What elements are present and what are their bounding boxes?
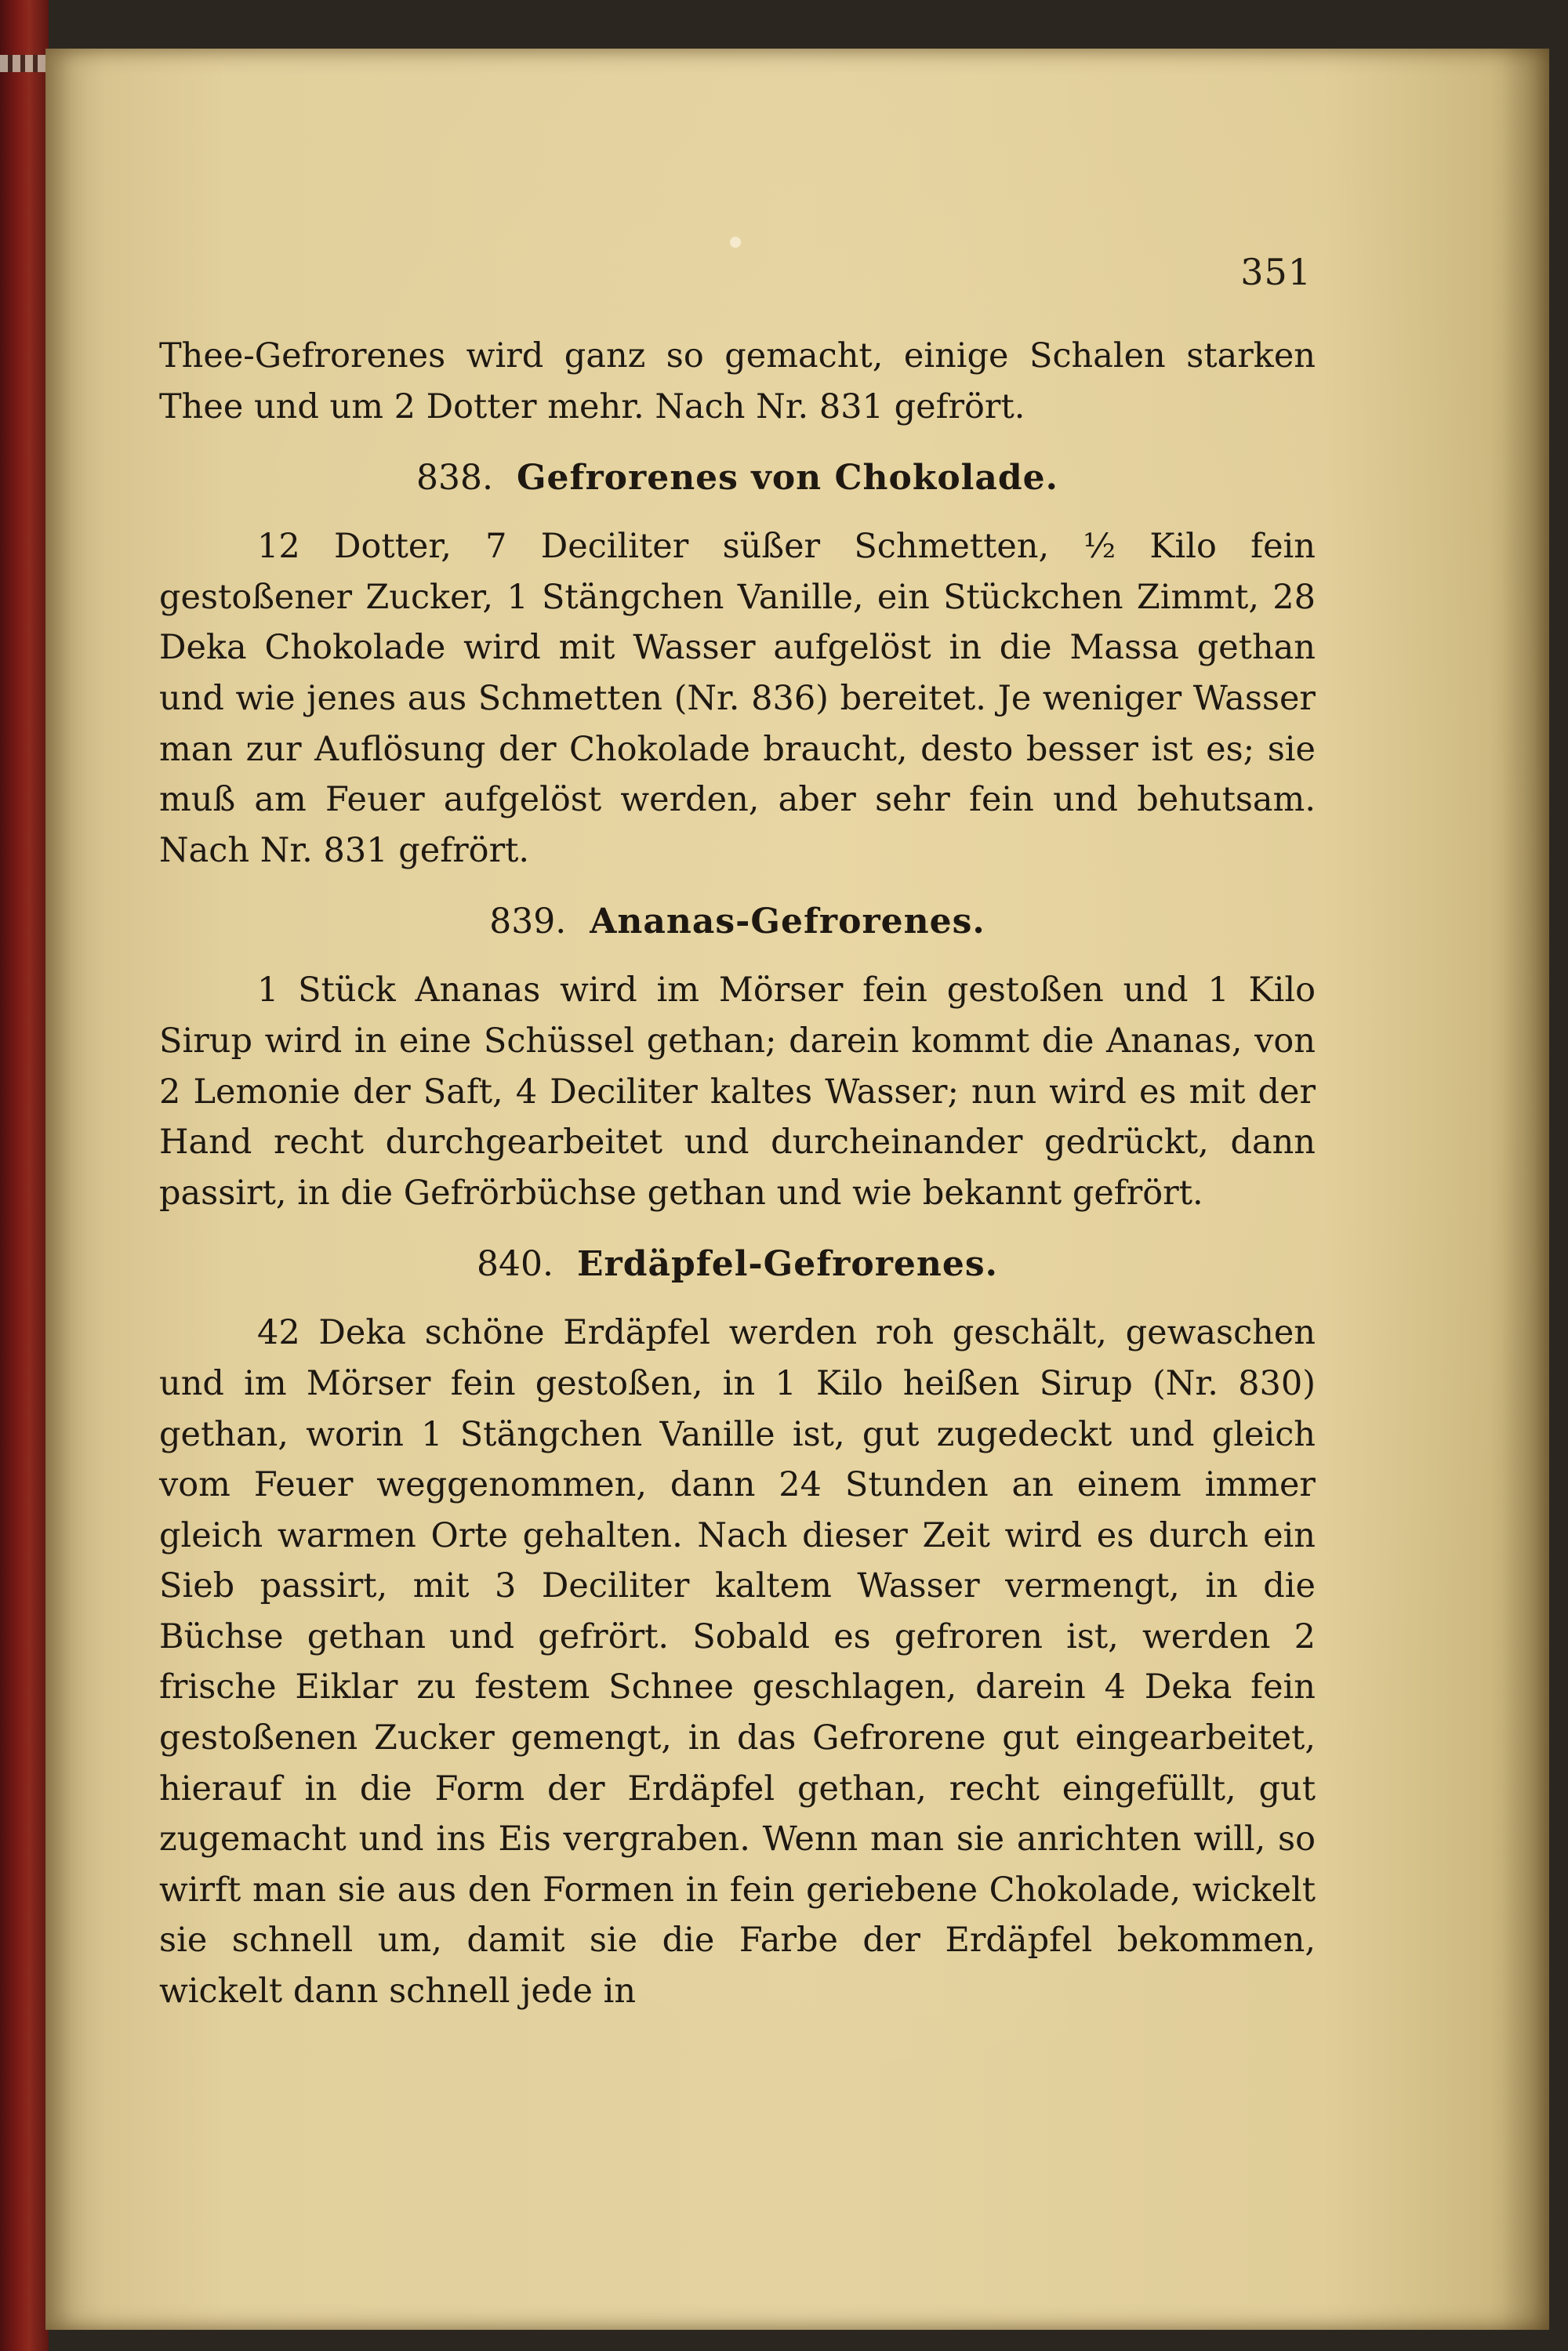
recipe-body-840: 42 Deka schöne Erdäpfel werden roh geschält, gewaschen und im Mörser fein gestoßen, in 1 Kilo heißen Sirup (Nr. 830) gethan, worin 1 Stängchen Vanille ist, gut zugedeckt und gleich vom Feuer weggenommen, dann 24 Stunden an einem immer gleich warmen Orte gehalten. Nach dieser Zeit wird es durch ein Sieb passirt, mit 3 Deciliter kaltem Wasser vermengt, in die Büchse gethan und gefrört. Sobald es gefroren ist, werden 2 frische Eiklar zu festem Schnee geschlagen, darein 4 Deka fein gestoßenen Zucker gemengt, in das Gefrorene gut eingearbeitet, hierauf in die Form der Erdäpfel gethan, recht eingefüllt, gut zugemacht und ins Eis vergraben. Wenn man sie anrichten will, so wirft man sie aus den Formen in fein geriebene Chokolade, wickelt sie schnell um, damit sie die Farbe der Erdäpfel bekommen, wickelt dann schnell jede in	[159, 1313, 1316, 2012]
page-text	[159, 331, 1316, 2017]
paper-speck	[730, 237, 741, 248]
recipe-number: 840.	[477, 1244, 554, 1285]
recipe-body-839: 1 Stück Ananas wird im Mörser fein gestoßen und 1 Kilo Sirup wird in eine Schüssel gethan; darein kommt die Ananas, von 2 Lemonie der Saft, 4 Deciliter kaltes Wasser; nun wird es mit der Hand recht durchgearbeitet und durcheinander gedrückt, dann passirt, in die Gefrörbüchse gethan und wie bekannt gefrört.	[159, 971, 1316, 1213]
recipe-heading-838	[159, 452, 1316, 504]
recipe-body-838: 12 Dotter, 7 Deciliter süßer Schmetten, ½ Kilo fein gestoßener Zucker, 1 Stängchen Vanille, ein Stückchen Zimmt, 28 Deka Chokolade wird mit Wasser aufgelöst in die Massa gethan und wie jenes aus Schmetten (Nr. 836) bereitet. Je weniger Wasser man zur Auflösung der Chokolade braucht, desto besser ist es; sie muß am Feuer aufgelöst werden, aber sehr fein und behutsam. Nach Nr. 831 gefrört.	[159, 527, 1316, 870]
book-binding-edge	[0, 0, 49, 2351]
recipe-title: Ananas-Gefrorenes.	[590, 902, 985, 942]
recipe-heading-839	[159, 896, 1316, 948]
recipe-heading-840	[159, 1239, 1316, 1290]
intro-paragraph: Thee-Gefrorenes wird ganz so gemacht, einige Schalen starken Thee und um 2 Dotter mehr. Nach Nr. 831 gefrört.	[159, 336, 1316, 426]
recipe-title: Erdäpfel-Gefrorenes.	[577, 1244, 998, 1285]
page-number: 351	[1240, 251, 1312, 293]
recipe-number: 838.	[416, 458, 493, 499]
book-page	[45, 49, 1549, 2330]
recipe-title: Gefrorenes von Chokolade.	[516, 458, 1058, 499]
page-shadow	[1502, 49, 1549, 2330]
recipe-number: 839.	[489, 902, 567, 942]
